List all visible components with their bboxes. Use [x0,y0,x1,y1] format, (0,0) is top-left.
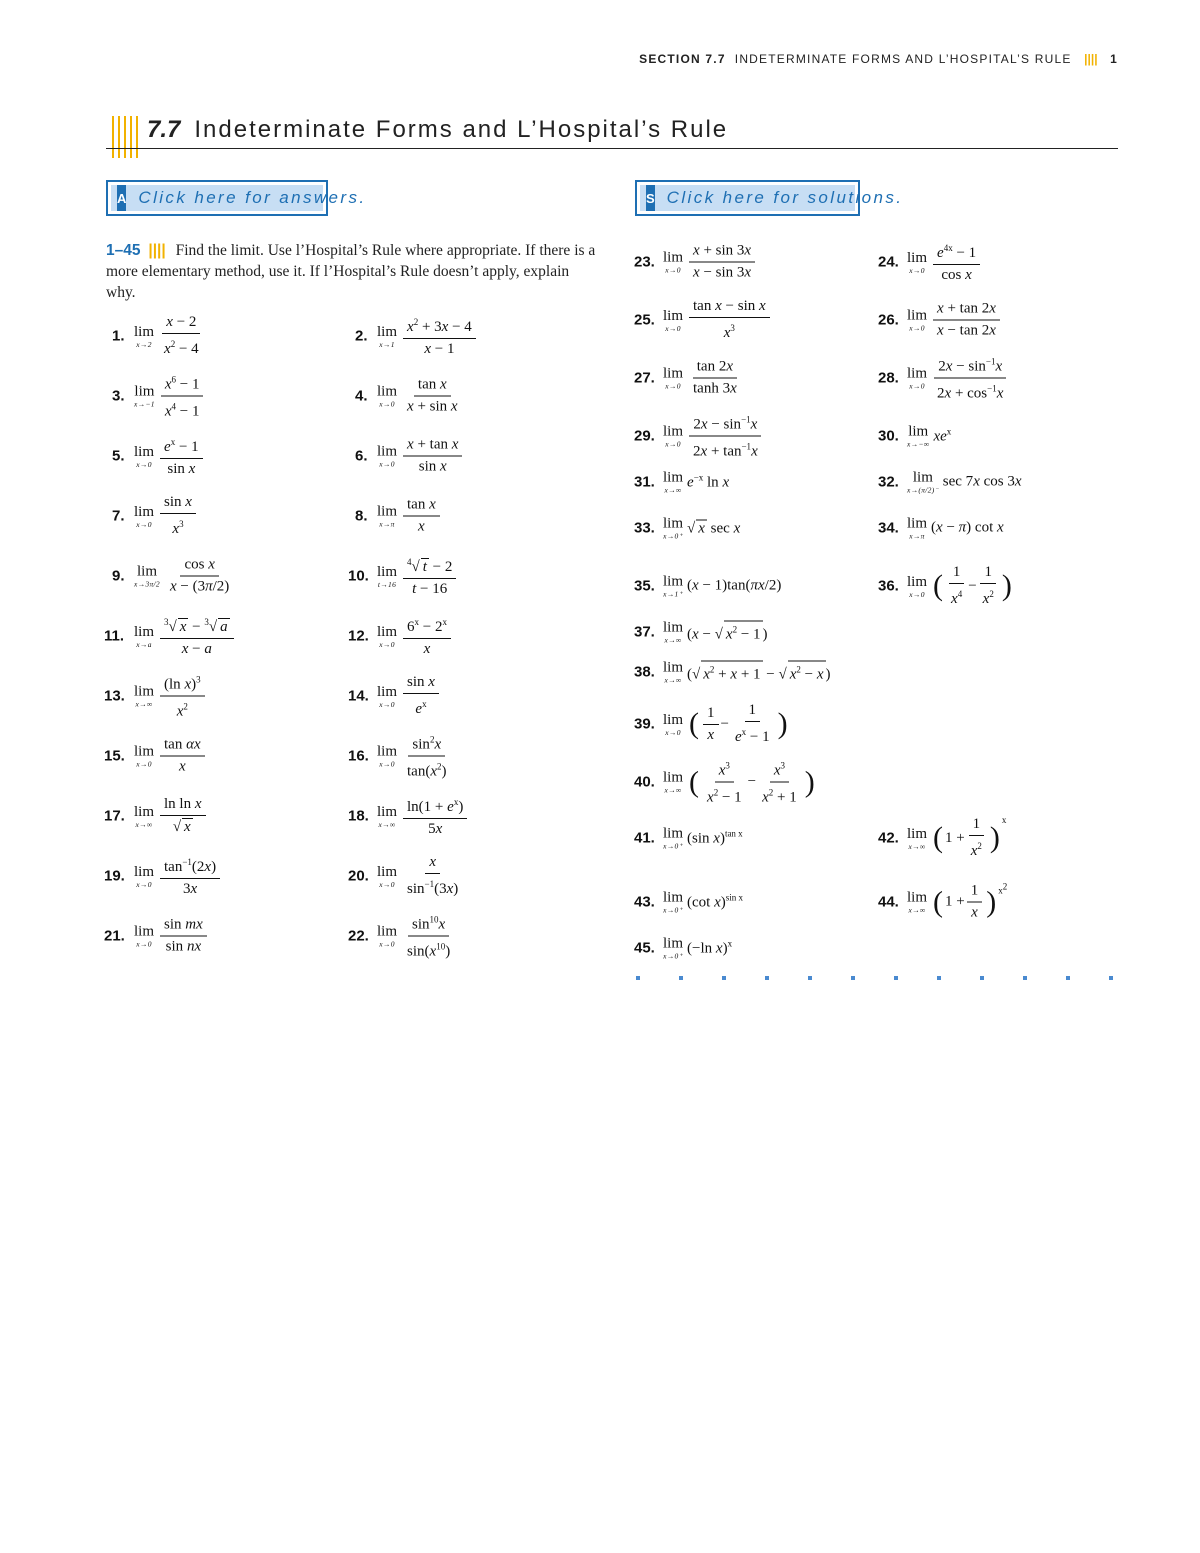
instructions-separator: |||| [148,242,166,259]
exercise-number: 9. [112,567,125,585]
exercise-expression: lim x→0 $\frac{\text{tan x}}{\text{x + sin x}}$ [377,376,458,415]
exercise-number: 39. [634,715,655,733]
exercise-expression: lim x→0 $\frac{\text{tan αx}}{x}$ [134,737,207,776]
exercise-expression: lim x→0 $\frac{\text{x + tan x}}{\text{sin x}}$ [377,437,464,476]
exercise-number: 15. [104,747,125,765]
exercise-expression: lim x→0⁺ (cot x)$^{sin x}$ [663,889,744,915]
exercise-number: 10. [348,567,369,585]
exercise-number: 18. [348,807,369,825]
answers-label: Click here for answers. [138,188,367,207]
exercise-expression: lim x→0 $\frac{2x - \sin^{-1}x}{2x + \tan^{-1}x}$ [663,412,764,461]
exercise-number: 29. [634,427,655,445]
exercise-number: 2. [355,327,368,345]
exercise-number: 33. [634,519,655,537]
exercise-expression: lim x→∞ $e^{-x}$ ln x [663,469,730,495]
solutions-badge: S [646,185,655,211]
exercise-number: 14. [348,687,369,705]
exercise-expression: lim x→1⁺ (x − 1)tan(πx/2) [663,573,782,599]
exercise-number: 36. [878,577,899,595]
exercise-number: 7. [112,507,125,525]
title-bars-decoration [112,116,138,158]
exercise-expression: lim x→0 $\frac{6^x - 2^x}{x}$ [377,614,453,658]
title-text: Indeterminate Forms and L’Hospital’s Rule [194,116,729,143]
page-number: 1 [1110,52,1118,66]
exercise-number: 8. [355,507,368,525]
exercise-number: 42. [878,829,899,847]
exercise-number: 20. [348,867,369,885]
title-number: 7.7 [147,116,181,143]
exercise-expression: lim x→0 $\frac{x + \tan 2x}{x - \tan 2x}$ [907,301,1002,340]
running-header [639,52,1118,66]
exercise-expression: lim x→∞ ( 1 + $\frac{1}{x^2}$ ) $^x$ [907,815,1007,859]
exercise-number: 41. [634,829,655,847]
exercise-expression: lim x→0 $\frac{x}{\sin^{-1}(3x)}$ [377,854,459,897]
end-dots-divider [636,976,1116,982]
exercise-expression: lim x→∞ ( 1 + $\frac{1}{x}$ ) $^{x^2}$ [907,881,1008,921]
exercise-expression: lim x→0⁺ (−ln x)$^x$ [663,935,733,961]
answers-badge: A [117,185,126,211]
exercise-number: 6. [355,447,368,465]
solutions-label: Click here for solutions. [666,188,904,207]
exercise-number: 17. [104,807,125,825]
exercise-expression: lim x→∞ ( $\frac{x^3}{x^2 - 1}$ − $\frac{x^3}{x^2 + 1}$ ) [663,758,817,807]
exercise-expression: lim x→0 $\frac{\sin^2x}{\tan(x^2)}$ [377,732,453,781]
exercise-expression: lim x→∞ $\frac{\ln(1 + e^x)}{5x}$ [377,794,469,838]
answers-button[interactable] [106,180,367,216]
exercise-expression: lim x→π $\frac{\text{tan x}}{x}$ [377,497,442,536]
exercise-expression: lim x→−∞ $xe^x$ [907,423,952,449]
exercise-number: 27. [634,369,655,387]
exercise-number: 30. [878,427,899,445]
exercise-expression: lim x→∞ (√ $x^2 + x + 1$ − √ $x^2 - x$ ) [663,659,831,685]
header-separator: |||| [1084,52,1098,66]
exercise-expression: lim x→(π/2)⁻ sec 7x cos 3x [907,469,1022,495]
exercise-number: 45. [634,939,655,957]
exercise-number: 4. [355,387,368,405]
section-number: 7.7 [705,52,726,66]
exercise-expression: lim x→0 $\frac{\text{sin x}}{x^3}$ [134,494,198,538]
exercise-number: 28. [878,369,899,387]
exercise-expression: lim x→−1 $\frac{x^6 - 1}{x^4 - 1}$ [134,372,205,421]
exercise-expression: lim x→1 $\frac{x^2 + 3x - 4}{x - 1}$ [377,314,478,358]
section-label: SECTION [639,52,701,66]
section-title: INDETERMINATE FORMS AND L’HOSPITAL’S RULE [734,52,1072,66]
exercise-number: 11. [104,627,125,645]
solutions-button[interactable] [635,180,904,216]
exercise-expression: lim x→∞ $\frac{\text{ln ln x}}{√ x}$ [134,796,208,836]
exercise-expression: lim x→∞ (x − √ $x^2 - 1$ ) [663,619,768,645]
exercise-number: 5. [112,447,125,465]
exercise-number: 21. [104,927,125,945]
answers-button-face [111,185,367,211]
exercise-number: 35. [634,577,655,595]
exercise-expression: lim t→16 $\frac{^4√ t - 2}{t - 16}$ [377,554,458,598]
exercise-number: 31. [634,473,655,491]
exercise-expression: lim x→a $\frac{^3√ x - ^3√ a}{x - a}$ [134,614,236,658]
exercise-expression: lim x→0 $\frac{\text{sin x}}{e^x}$ [377,674,441,718]
exercise-expression: lim x→0 $\frac{2x - \sin^{-1}x}{2x + \cos^{-1}x}$ [907,354,1009,403]
exercise-number: 26. [878,311,899,329]
exercise-expression: lim x→0 $\frac{x + \sin 3x}{x - \sin 3x}$ [663,243,757,282]
exercise-number: 38. [634,663,655,681]
exercise-expression: lim x→0 $\frac{\sin^{10}x}{\sin(x^{10})}$ [377,912,456,961]
exercise-number: 22. [348,927,369,945]
exercise-expression: lim x→π (x − π) cot x [907,515,1004,541]
exercise-number: 12. [348,627,369,645]
exercise-number: 37. [634,623,655,641]
instructions-text: Find the limit. Use l’Hospital’s Rule where appropriate. If there is a more elementary method, use it. If l’Hospital’s Rule doesn’t apply, explain why. [106,242,596,301]
exercise-number: 23. [634,253,655,271]
exercise-number: 3. [112,387,125,405]
title-rule [106,148,1118,149]
exercise-expression: lim x→0 $\frac{\tan 2x}{\tanh 3x}$ [663,358,737,397]
exercise-number: 44. [878,893,899,911]
exercise-number: 1. [112,327,125,345]
exercise-number: 34. [878,519,899,537]
exercise-number: 32. [878,473,899,491]
exercise-expression: lim x→0⁺ √ x sec x [663,515,741,541]
exercise-number: 24. [878,253,899,271]
exercise-number: 13. [104,687,125,705]
exercise-expression: lim x→0 $\frac{e^{4x} - 1}{\text{cos x}}$ [907,240,982,284]
exercise-number: 43. [634,893,655,911]
exercise-expression: lim x→0 $\frac{\text{tan x − sin x}}{x^3}$ [663,298,772,342]
exercise-number: 40. [634,773,655,791]
exercise-number: 16. [348,747,369,765]
page-title [147,116,728,144]
exercise-range: 1–45 [106,242,141,259]
exercise-expression: lim x→0 $\frac{\tan^{-1}(2x)}{3x}$ [134,854,222,898]
exercise-expression: lim x→0 ( $\frac{1}{x}$ − $\frac{1}{e^x - 1}$ ) [663,702,788,745]
exercise-expression: lim x→3π/2 $\frac{\text{cos x}}{x - (3\pi/2)}$ [134,556,230,595]
instructions [106,240,596,303]
exercise-expression: lim x→0⁺ (sin x)$^{tan x}$ [663,825,743,851]
exercise-expression: lim x→0 $\frac{e^x - 1}{\text{sin x}}$ [134,434,205,478]
exercise-expression: lim x→∞ $\frac{(\ln x)^3}{x^2}$ [134,672,207,721]
exercise-number: 25. [634,311,655,329]
solutions-button-face [640,185,904,211]
exercise-expression: lim x→0 $\frac{\text{sin mx}}{\text{sin nx}}$ [134,917,209,956]
exercise-expression: lim x→0 ( $\frac{1}{x^4}$ − $\frac{1}{x^2}$ ) [907,564,1012,607]
exercise-expression: lim x→2 $\frac{x - 2}{x^2 - 4}$ [134,314,199,357]
exercise-number: 19. [104,867,125,885]
